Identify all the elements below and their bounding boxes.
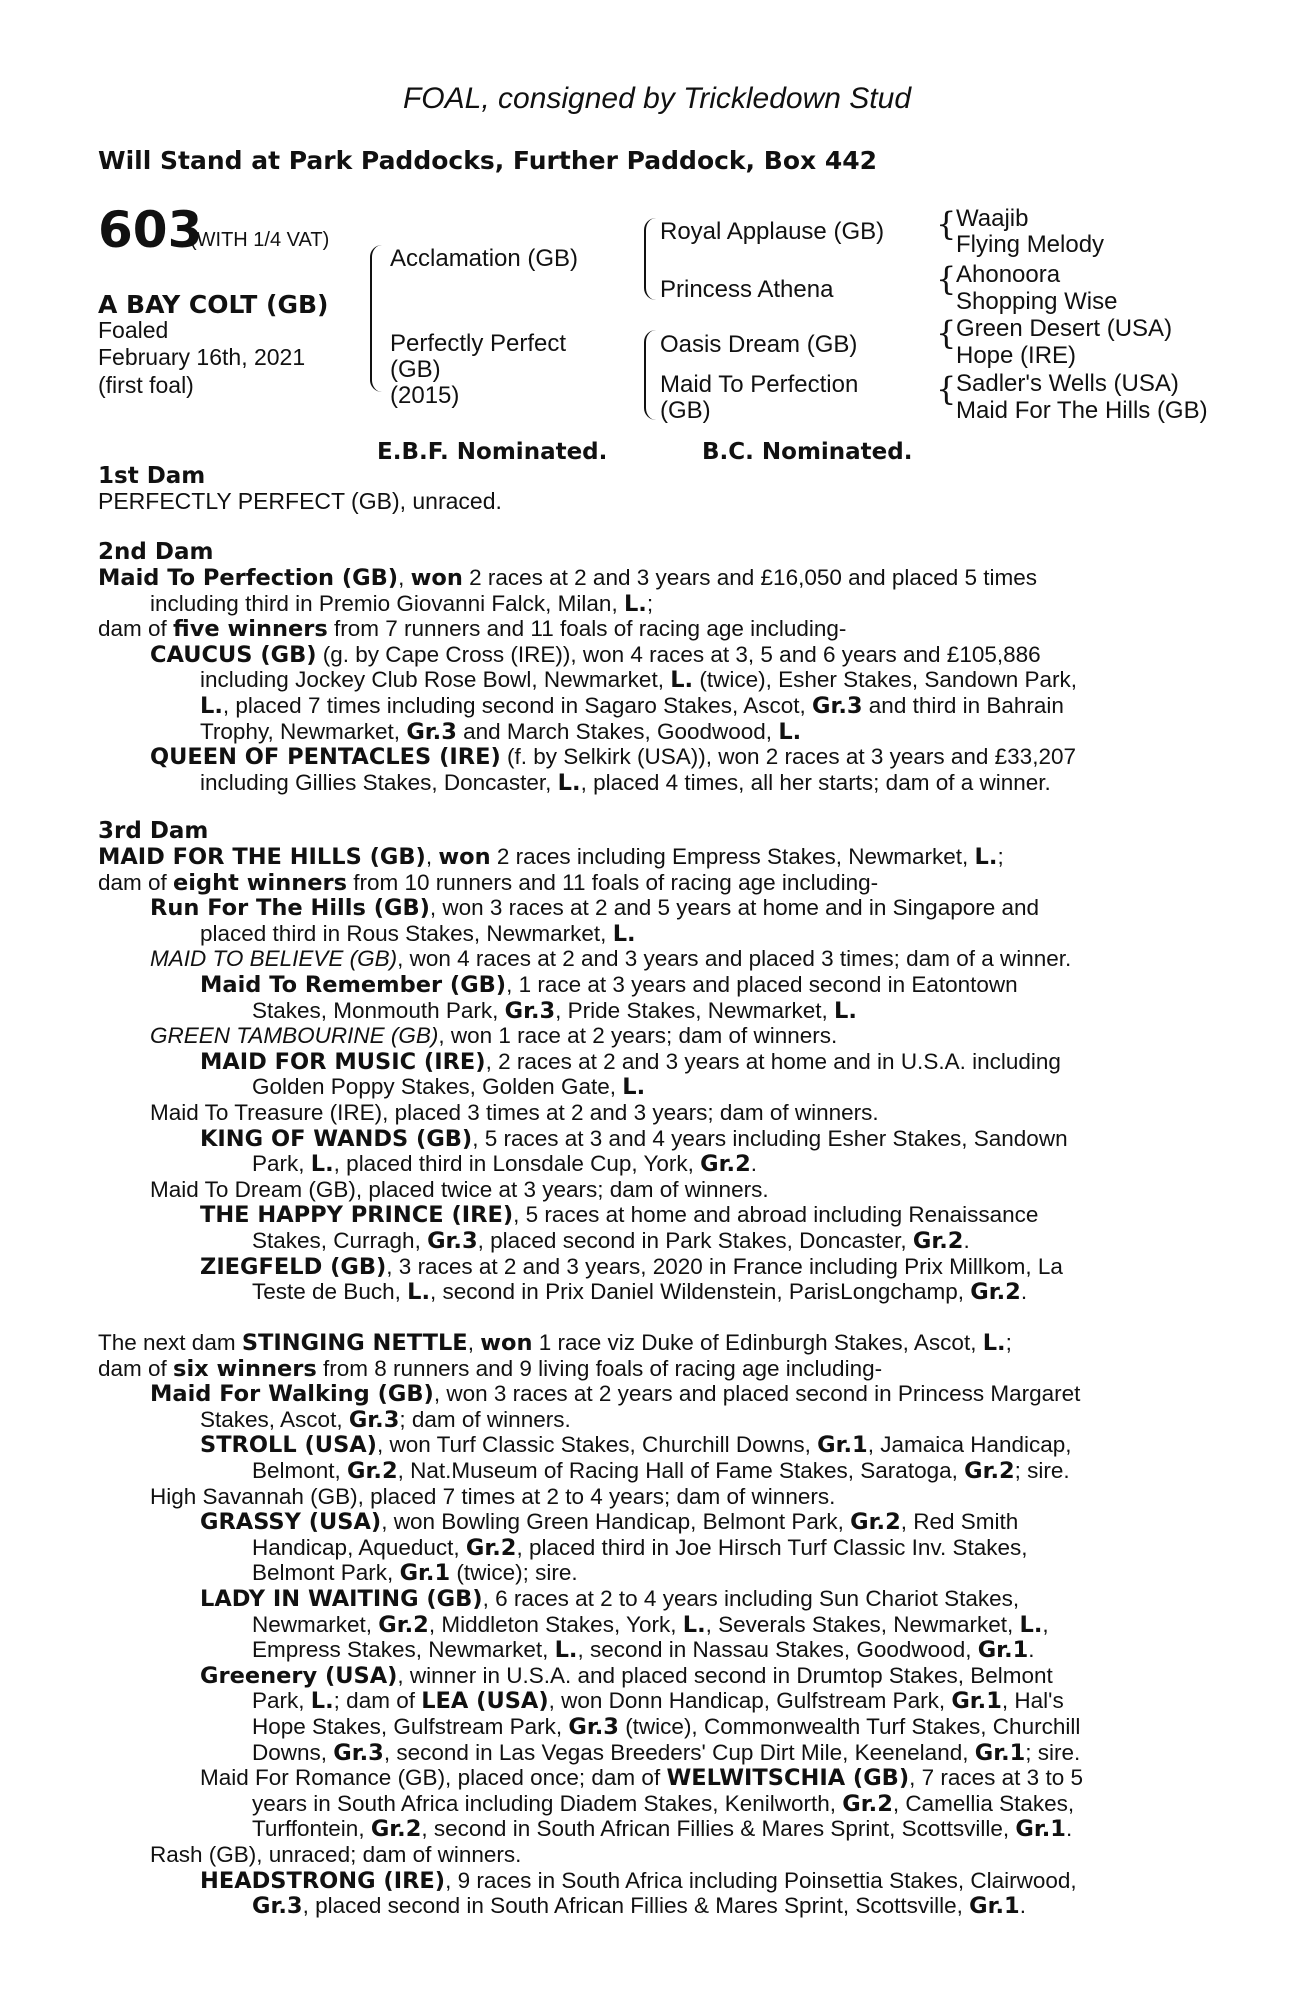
pedigree-brace-sire-dam — [370, 245, 382, 392]
text-line — [252, 1074, 645, 1101]
text-line — [200, 1765, 1083, 1792]
pedigree-brace-g3-2: { — [936, 260, 957, 298]
text-run: . — [1019, 1893, 1026, 1919]
bold-text: L. — [834, 997, 857, 1024]
bold-text: Maid For Walking (GB) — [150, 1381, 434, 1408]
text-run: Stakes, Monmouth Park, — [252, 997, 505, 1023]
text-line — [252, 1791, 1074, 1818]
italic-text: GREEN TAMBOURINE (GB) — [150, 1023, 439, 1049]
text-line — [150, 642, 1041, 669]
pedigree-sire-sire: Royal Applause (GB) — [660, 218, 885, 245]
text-line — [200, 1202, 1038, 1229]
bold-text: Gr.2 — [964, 1458, 1015, 1484]
bold-text: L. — [622, 1074, 646, 1101]
bold-text: eight winners — [173, 869, 348, 896]
text-run: ; — [646, 590, 654, 616]
bold-text: Gr.2 — [347, 1458, 398, 1484]
text-line — [200, 770, 1051, 797]
bold-text: L. — [310, 1151, 334, 1178]
bold-text: L. — [554, 1637, 578, 1664]
text-run: (twice); sire. — [450, 1560, 578, 1586]
text-run: , 7 races at 3 to 5 — [909, 1765, 1083, 1791]
pedigree-g3-3: Ahonoora — [956, 261, 1061, 288]
text-run: , placed second in South African Fillies & Mares Sprint, Scottsville, — [302, 1893, 970, 1919]
bold-text: Gr.3 — [252, 1893, 303, 1920]
text-line — [150, 744, 1076, 771]
text-line — [200, 1126, 1068, 1153]
text-line — [150, 1842, 521, 1868]
text-run: , second in Prix Daniel Wildenstein, ParisLongchamp, — [430, 1279, 971, 1305]
text-run: . — [1065, 1816, 1073, 1842]
first-dam-heading: 1st Dam — [98, 463, 206, 489]
text-line — [252, 1560, 578, 1587]
text-run: Empress Stakes, Newmarket, — [252, 1637, 555, 1663]
text-run: Turffontein, — [252, 1816, 371, 1842]
bold-text: Gr.1 — [969, 1893, 1020, 1920]
text-line — [252, 1151, 757, 1178]
bold-text: L. — [974, 844, 998, 870]
text-line — [200, 1407, 571, 1434]
bold-text: HEADSTRONG (IRE) — [200, 1867, 446, 1894]
text-run: and third in Bahrain — [862, 693, 1064, 718]
bold-text: L. — [200, 693, 223, 719]
text-run: . — [750, 1151, 757, 1177]
text-run: from 10 runners and 11 foals of racing age including- — [347, 869, 879, 895]
text-run: , won 3 races at 2 years and placed second in Princess Margaret — [433, 1381, 1081, 1407]
pedigree-g3-2: Flying Melody — [956, 231, 1105, 258]
text-run: dam of — [98, 869, 174, 895]
bold-text: Gr.3 — [406, 718, 457, 745]
text-line — [252, 1816, 1072, 1843]
pedigree-g3-4: Shopping Wise — [956, 288, 1118, 315]
pedigree-g3-8: Maid For The Hills (GB) — [956, 397, 1208, 424]
pedigree-g3-6: Hope (IRE) — [956, 342, 1077, 369]
text-run: ; dam of — [333, 1688, 422, 1714]
bold-text: L. — [670, 667, 694, 694]
text-line — [252, 1637, 1035, 1664]
pedigree-sire-dam: Princess Athena — [660, 276, 834, 303]
vat-note: (WITH 1/4 VAT) — [190, 229, 330, 251]
text-run: ; — [997, 844, 1004, 869]
text-run: years in South Africa including Diadem Stakes, Kenilworth, — [252, 1790, 843, 1816]
text-run: Newmarket, — [252, 1611, 379, 1637]
text-run: placed third in Rous Stakes, Newmarket, — [200, 920, 613, 946]
text-run: Downs, — [252, 1739, 334, 1765]
bold-text: CAUCUS (GB) — [150, 641, 317, 668]
text-line — [98, 844, 1004, 871]
text-run: , Red Smith — [900, 1509, 1019, 1535]
bold-text: L. — [557, 769, 581, 796]
text-run: (g. by Cape Cross (IRE)), won 4 races at 3, 5 and 6 years and £105,886 — [316, 641, 1041, 667]
text-run: , second in South African Fillies & Mares Sprint, Scottsville, — [421, 1816, 1016, 1842]
text-line — [252, 998, 857, 1025]
lot-description: A BAY COLT (GB) — [98, 290, 329, 319]
text-run: Maid For Romance (GB), placed once; dam of — [200, 1765, 667, 1791]
pedigree-g3-1: Waajib — [956, 205, 1029, 232]
text-run: , placed 7 times including second in Sagaro Stakes, Ascot, — [222, 693, 812, 718]
first-dam-text: PERFECTLY PERFECT (GB), unraced. — [98, 488, 502, 514]
bold-text: Gr.2 — [912, 1228, 964, 1254]
bold-text: Gr.3 — [333, 1739, 384, 1766]
text-run: , 1 race at 3 years and placed second in Eatontown — [506, 972, 1018, 997]
text-line — [252, 1688, 1064, 1715]
text-run: , Nat.Museum of Racing Hall of Fame Stakes, Saratoga, — [397, 1458, 965, 1483]
pedigree-brace-g3-3: { — [936, 314, 957, 352]
bold-text: L. — [310, 1688, 334, 1715]
text-run: , placed second in Park Stakes, Doncaster, — [477, 1228, 913, 1253]
text-run: . — [1028, 1637, 1035, 1663]
text-run: , Middleton Stakes, York, — [428, 1611, 683, 1637]
pedigree-brace-dam — [644, 330, 656, 420]
second-dam-heading: 2nd Dam — [98, 539, 214, 565]
text-run: ; sire. — [1025, 1739, 1081, 1765]
bold-text: won — [438, 844, 491, 870]
bold-text: Gr.2 — [370, 1816, 422, 1843]
bold-text: STINGING NETTLE — [241, 1330, 468, 1356]
text-run: , Pride Stakes, Newmarket, — [555, 997, 835, 1023]
pedigree-dam-line2: (GB) — [390, 356, 441, 383]
text-line — [252, 1893, 1026, 1920]
text-run: (f. by Selkirk (USA)), won 2 races at 3 years and £33,207 — [500, 744, 1076, 770]
text-run: including Gillies Stakes, Doncaster, — [200, 769, 558, 795]
bold-text: Greenery (USA) — [200, 1662, 398, 1689]
text-line — [252, 1458, 1070, 1485]
bold-text: L. — [623, 590, 647, 617]
bold-text: L. — [407, 1279, 430, 1306]
text-run: , placed third in Joe Hirsch Turf Classic Inv. Stakes, — [516, 1534, 1028, 1560]
text-line — [200, 667, 1077, 694]
text-run: dam of — [98, 1355, 174, 1381]
text-run: (twice), Commonwealth Turf Stakes, Churchill — [618, 1714, 1081, 1739]
text-run: Hope Stakes, Gulfstream Park, — [252, 1714, 569, 1739]
bold-text: Gr.1 — [399, 1560, 451, 1587]
text-run: from 7 runners and 11 foals of racing age including- — [327, 616, 847, 642]
text-run: . — [963, 1228, 970, 1253]
text-run: , Jamaica Handicap, — [867, 1432, 1072, 1458]
text-line — [252, 1740, 1080, 1767]
text-run: , won Turf Classic Stakes, Churchill Downs, — [376, 1432, 818, 1458]
text-run: Park, — [252, 1151, 311, 1177]
bold-text: LADY IN WAITING (GB) — [200, 1586, 483, 1612]
text-line — [150, 1177, 769, 1203]
bold-text: L. — [778, 718, 802, 745]
bold-text: LEA (USA) — [421, 1688, 549, 1715]
text-run: including third in Premio Giovanni Falck, Milan, — [150, 590, 624, 616]
text-run: High Savannah (GB), placed 7 times at 2 to 4 years; dam of winners. — [150, 1483, 836, 1509]
text-run: Golden Poppy Stakes, Golden Gate, — [252, 1074, 623, 1100]
bold-text: GRASSY (USA) — [200, 1509, 382, 1536]
bold-text: KING OF WANDS (GB) — [200, 1125, 473, 1152]
bold-text: Gr.3 — [568, 1714, 619, 1740]
text-line — [200, 972, 1018, 999]
text-run: , placed 4 times, all her starts; dam of a winner. — [580, 769, 1051, 795]
text-line — [200, 719, 801, 746]
bold-text: L. — [982, 1330, 1006, 1356]
bc-nomination: B.C. Nominated. — [702, 439, 913, 465]
text-run: 2 races including Empress Stakes, Newmarket, — [490, 844, 975, 869]
bold-text: Gr.3 — [348, 1406, 400, 1433]
third-dam-heading: 3rd Dam — [98, 818, 209, 844]
stand-location: Will Stand at Park Paddocks, Further Paddock, Box 442 — [98, 146, 878, 175]
text-run: ; — [1005, 1330, 1012, 1355]
pedigree-dam-line3: (2015) — [390, 382, 460, 409]
text-run: , won 1 race at 2 years; dam of winners. — [438, 1023, 838, 1049]
foaled-date: February 16th, 2021 — [98, 344, 306, 370]
text-run: The next dam — [98, 1330, 242, 1355]
bold-text: Gr.2 — [970, 1279, 1021, 1306]
text-run: ; sire. — [1014, 1458, 1070, 1483]
text-line — [200, 693, 1064, 720]
text-run: , Camellia Stakes, — [892, 1790, 1075, 1816]
text-line — [200, 1663, 1053, 1690]
bold-text: Gr.1 — [1015, 1816, 1066, 1843]
bold-text: Gr.3 — [427, 1228, 478, 1254]
text-line — [150, 946, 1071, 972]
pedigree-dam-sire: Oasis Dream (GB) — [660, 331, 858, 358]
text-run: Stakes, Curragh, — [252, 1228, 428, 1253]
text-run: , — [425, 844, 439, 869]
text-run: . — [1020, 1279, 1028, 1305]
text-run: , winner in U.S.A. and placed second in Drumtop Stakes, Belmont — [397, 1662, 1053, 1688]
text-run: , won Donn Handicap, Gulfstream Park, — [548, 1688, 952, 1714]
pedigree-dam-dam-line1: Maid To Perfection — [660, 371, 859, 398]
text-run: , 6 races at 2 to 4 years including Sun Chariot Stakes, — [482, 1586, 1020, 1611]
consignor-line: FOAL, consigned by Trickledown Stud — [402, 82, 912, 115]
bold-text: L. — [612, 920, 636, 947]
text-line — [150, 1484, 835, 1510]
text-run: Trophy, Newmarket, — [200, 718, 407, 744]
text-run: from 8 runners and 9 living foals of racing age including- — [316, 1355, 883, 1381]
bold-text: Gr.3 — [811, 693, 863, 719]
text-line — [98, 870, 878, 897]
bold-text: Maid To Remember (GB) — [200, 972, 507, 998]
bold-text: L. — [682, 1611, 706, 1638]
bold-text: Gr.3 — [504, 997, 556, 1024]
text-run: , second in Nassau Stakes, Goodwood, — [577, 1637, 978, 1663]
pedigree-dam-line1: Perfectly Perfect — [390, 330, 567, 357]
text-run: 1 race viz Duke of Edinburgh Stakes, Ascot, — [532, 1330, 983, 1355]
text-line — [150, 1100, 879, 1126]
bold-text: L. — [1019, 1611, 1043, 1638]
pedigree-sire: Acclamation (GB) — [390, 245, 579, 272]
text-line — [150, 591, 653, 618]
bold-text: Gr.2 — [700, 1151, 751, 1178]
text-run: Maid To Treasure (IRE), placed 3 times at 2 and 3 years; dam of winners. — [150, 1100, 879, 1125]
lot-number: 603 — [98, 201, 203, 259]
text-run: ; dam of winners. — [399, 1406, 571, 1432]
foal-note: (first foal) — [98, 372, 194, 398]
bold-text: won — [480, 1330, 533, 1356]
foaled-label: Foaled — [98, 317, 169, 343]
pedigree-dam-dam-line2: (GB) — [660, 397, 711, 424]
bold-text: Maid To Perfection (GB) — [98, 565, 399, 591]
bold-text: six winners — [173, 1355, 317, 1382]
text-line — [98, 616, 846, 643]
text-line — [150, 1381, 1080, 1408]
bold-text: five winners — [173, 616, 328, 643]
text-line — [98, 1356, 882, 1383]
bold-text: Gr.2 — [378, 1611, 429, 1638]
ebf-nomination: E.B.F. Nominated. — [377, 439, 608, 465]
pedigree-brace-g3-4: { — [936, 370, 957, 408]
bold-text: WELWITSCHIA (GB) — [666, 1765, 910, 1792]
text-line — [98, 565, 1037, 592]
text-run: , won Bowling Green Handicap, Belmont Park, — [381, 1509, 851, 1535]
text-line — [200, 1254, 1063, 1281]
bold-text: Run For The Hills (GB) — [150, 895, 430, 922]
text-line — [200, 1509, 1018, 1536]
text-line — [252, 1228, 970, 1255]
text-run: , won 4 races at 2 and 3 years and placed 3 times; dam of a winner. — [397, 946, 1072, 972]
text-line — [98, 1330, 1012, 1357]
text-run: , won 3 races at 2 and 5 years at home and in Singapore and — [429, 895, 1040, 921]
bold-text: Gr.1 — [951, 1688, 1002, 1715]
text-run: Belmont, — [252, 1458, 348, 1483]
bold-text: ZIEGFELD (GB) — [200, 1253, 387, 1280]
bold-text: THE HAPPY PRINCE (IRE) — [200, 1202, 514, 1229]
text-run: , second in Las Vegas Breeders' Cup Dirt Mile, Keeneland, — [383, 1739, 975, 1765]
bold-text: Gr.2 — [465, 1534, 517, 1561]
text-run: including Jockey Club Rose Bowl, Newmarket, — [200, 667, 671, 693]
text-run: , placed third in Lonsdale Cup, York, — [333, 1151, 701, 1177]
bold-text: Gr.1 — [977, 1637, 1029, 1664]
text-line — [252, 1279, 1027, 1306]
text-run: (twice), Esher Stakes, Sandown Park, — [693, 667, 1077, 693]
text-line — [252, 1535, 1028, 1562]
text-run: Handicap, Aqueduct, — [252, 1534, 466, 1560]
bold-text: Gr.1 — [817, 1432, 868, 1459]
pedigree-g3-5: Green Desert (USA) — [956, 315, 1173, 342]
pedigree-brace-sire — [644, 218, 656, 300]
text-line — [200, 1586, 1019, 1613]
text-run: , 5 races at home and abroad including Renaissance — [513, 1202, 1039, 1228]
text-run: Park, — [252, 1688, 311, 1714]
pedigree-g3-7: Sadler's Wells (USA) — [956, 370, 1179, 397]
text-run: 2 races at 2 and 3 years and £16,050 and placed 5 times — [462, 565, 1037, 590]
bold-text: Gr.2 — [850, 1509, 901, 1536]
text-run: , — [467, 1330, 481, 1355]
text-line — [200, 1049, 1061, 1076]
text-run: , 9 races in South Africa including Poinsettia Stakes, Clairwood, — [445, 1867, 1077, 1893]
text-run: , 5 races at 3 and 4 years including Esher Stakes, Sandown — [472, 1125, 1068, 1151]
text-run: , 3 races at 2 and 3 years, 2020 in France including Prix Millkom, La — [386, 1253, 1063, 1279]
text-run: Belmont Park, — [252, 1560, 400, 1586]
pedigree-brace-g3-1: { — [936, 205, 957, 243]
italic-text: MAID TO BELIEVE (GB) — [150, 946, 398, 972]
text-run: , Hal's — [1001, 1688, 1064, 1714]
text-run: , Severals Stakes, Newmarket, — [705, 1611, 1020, 1637]
bold-text: Gr.1 — [974, 1739, 1026, 1766]
text-line — [252, 1714, 1080, 1741]
text-run: Teste de Buch, — [252, 1279, 408, 1305]
text-run: , — [398, 565, 411, 590]
bold-text: MAID FOR THE HILLS (GB) — [98, 844, 426, 870]
text-run: dam of — [98, 616, 174, 642]
text-run: , 2 races at 2 and 3 years at home and in U.S.A. including — [485, 1048, 1061, 1074]
text-line — [200, 921, 636, 948]
text-line — [150, 895, 1039, 922]
bold-text: Gr.2 — [842, 1790, 893, 1817]
bold-text: won — [410, 565, 463, 591]
text-run: Maid To Dream (GB), placed twice at 3 years; dam of winners. — [150, 1176, 769, 1202]
text-line — [200, 1868, 1077, 1895]
text-run: , — [1042, 1611, 1049, 1637]
text-line — [200, 1432, 1072, 1459]
bold-text: MAID FOR MUSIC (IRE) — [200, 1048, 486, 1075]
text-run: Rash (GB), unraced; dam of winners. — [150, 1842, 522, 1867]
text-run: and March Stakes, Goodwood, — [456, 718, 779, 744]
bold-text: QUEEN OF PENTACLES (IRE) — [150, 744, 501, 771]
text-run: Stakes, Ascot, — [200, 1406, 349, 1432]
bold-text: STROLL (USA) — [200, 1432, 377, 1459]
text-line — [150, 1023, 837, 1049]
text-line — [252, 1612, 1049, 1639]
